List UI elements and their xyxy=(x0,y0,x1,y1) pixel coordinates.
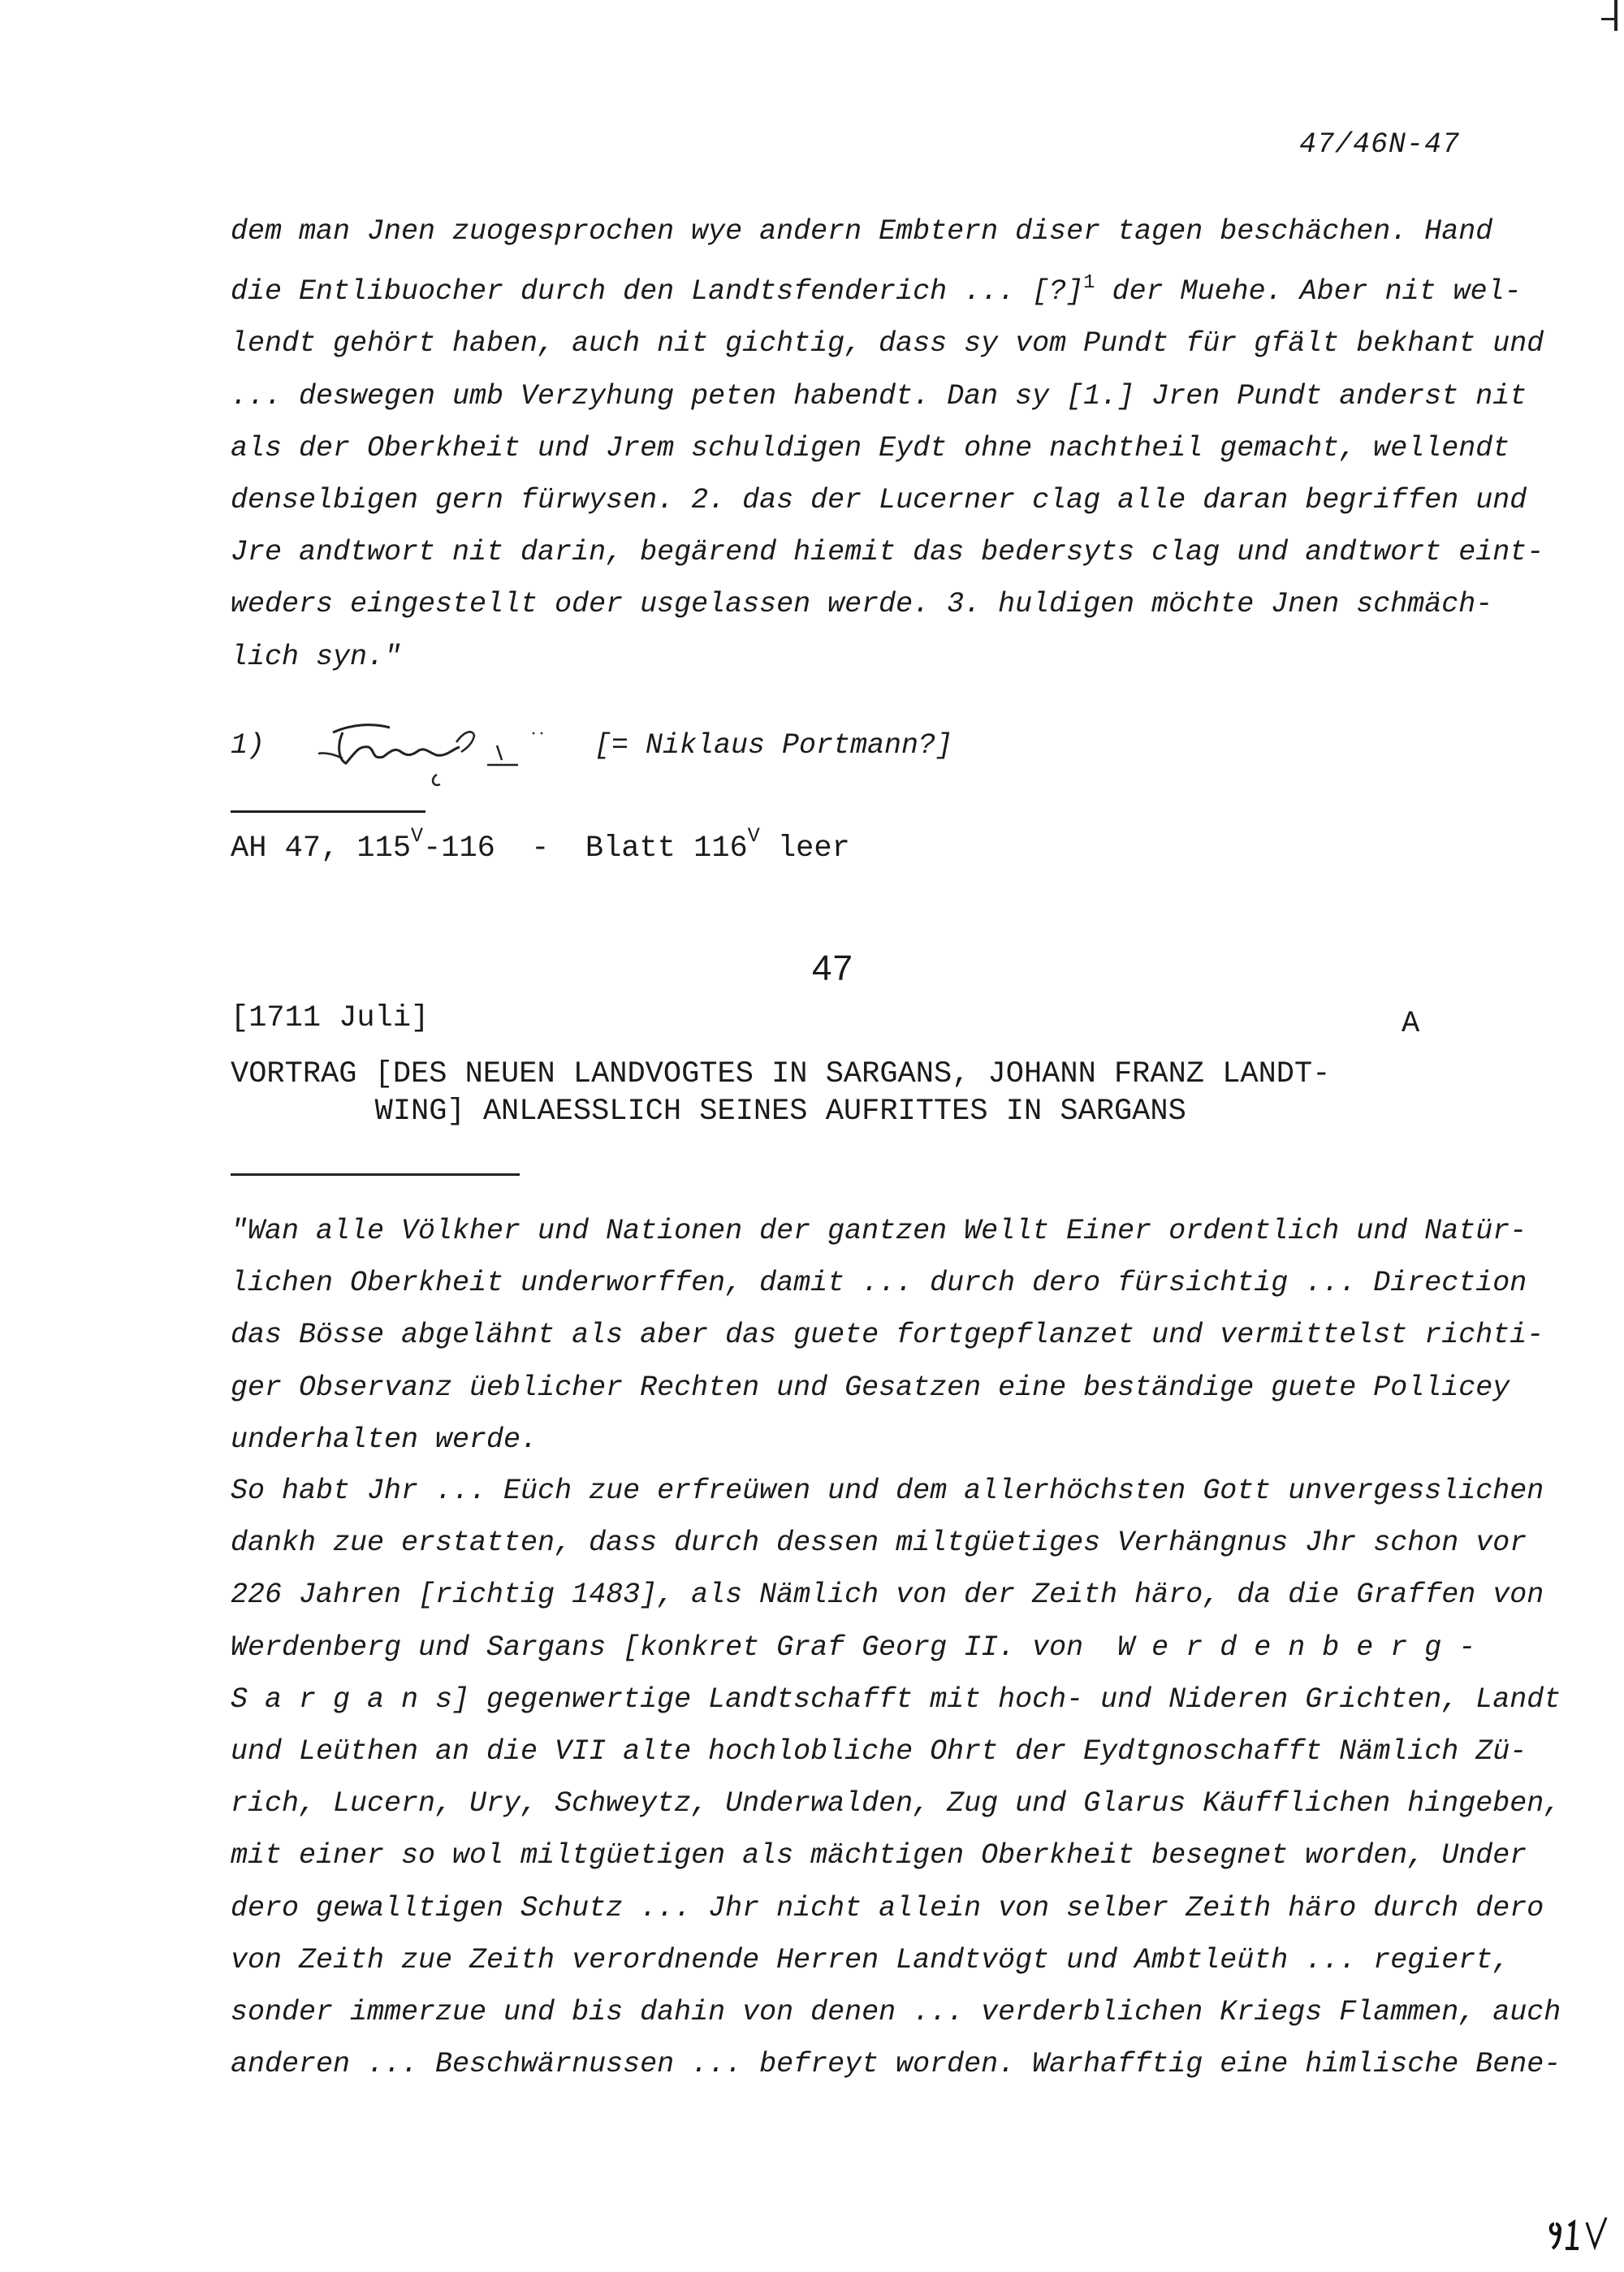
verso-mark: V xyxy=(747,824,760,848)
footnote xyxy=(231,715,1481,796)
page-reference: 47/46N-47 xyxy=(1299,128,1461,161)
text-line: lendt gehört haben, auch nit gichtig, dass sy vom Pundt für gfält bekhant und xyxy=(231,327,1544,361)
text-line: und Leüthen an die VII alte hochlobliche Ohrt der Eydtgnoschafft Nämlich Zü- xyxy=(231,1735,1527,1769)
text-line: rich, Lucern, Ury, Schweytz, Underwalden, Zug und Glarus Käufflichen hingeben, xyxy=(231,1787,1561,1821)
text-line: mit einer so wol miltgüetigen als mächtigen Oberkheit besegnet worden, Under xyxy=(231,1839,1527,1872)
page-corner-tick xyxy=(1601,18,1618,20)
document-title xyxy=(231,1056,1330,1130)
text-line: dero gewalltigen Schutz ... Jhr nicht allein von selber Zeith häro durch dero xyxy=(231,1891,1544,1924)
text-line: lichen Oberkheit underworffen, damit ... durch dero fürsichtig ... Direction xyxy=(231,1267,1527,1300)
title-line: WING] ANLAESSLICH SEINES AUFRITTES IN SARGANS xyxy=(231,1095,1186,1129)
text-line: "Wan alle Völkher und Nationen der gantzen Wellt Einer ordentlich und Natür- xyxy=(231,1215,1527,1247)
text-line: weders eingestellt oder usgelassen werde. 3. huldigen möchte Jnen schmäch- xyxy=(231,588,1493,621)
page-corner-mark xyxy=(1614,0,1618,31)
text-line: anderen ... Beschwärnussen ... befreyt worden. Warhafftig eine himlische Bene- xyxy=(231,2048,1561,2081)
source-suffix: leer xyxy=(759,831,850,866)
text-line: Jre andtwort nit darin, begärend hiemit das bedersyts clag und andtwort eint- xyxy=(231,536,1544,569)
footnote-number: 1) xyxy=(231,729,266,762)
source-reference xyxy=(231,824,850,866)
footnote-divider xyxy=(231,810,425,813)
text-line: So habt Jhr ... Eüch zue erfreüwen und dem allerhöchsten Gott unvergesslichen xyxy=(231,1475,1544,1507)
folio-stamp xyxy=(1546,2213,1614,2253)
footnote-note: [= Niklaus Portmann?] xyxy=(594,729,953,762)
title-divider xyxy=(231,1173,520,1176)
title-line: VORTRAG [DES NEUEN LANDVOGTES IN SARGANS, JOHANN FRANZ LANDT- xyxy=(231,1057,1331,1091)
footnote-marker: 1 xyxy=(1083,272,1095,295)
text-line: lich syn." xyxy=(231,640,402,673)
speech-paragraph-1 xyxy=(231,1205,1544,1466)
document-letter: A xyxy=(1402,1007,1420,1041)
speech-paragraph-2 xyxy=(231,1465,1561,2090)
verso-mark: V xyxy=(411,824,424,848)
document-number: 47 xyxy=(812,948,853,988)
handwritten-signature xyxy=(294,715,562,796)
text-line: Werdenberg und Sargans [konkret Graf Georg II. von W e r d e n b e r g - xyxy=(231,1631,1476,1664)
quoted-paragraph-continued xyxy=(231,205,1544,683)
text-line: S a r g a n s] gegenwertige Landtschafft mit hoch- und Nideren Grichten, Landt xyxy=(231,1682,1561,1716)
document-date: [1711 Juli] xyxy=(231,1001,430,1035)
text-line: dankh zue erstatten, dass durch dessen miltgüetiges Verhängnus Jhr schon vor xyxy=(231,1527,1527,1560)
text-segment: die Entlibuocher durch den Landtsfenderich ... [?] xyxy=(231,275,1084,309)
text-line: 226 Jahren [richtig 1483], als Nämlich von der Zeith häro, da die Graffen von xyxy=(231,1579,1544,1612)
text-line-with-footnote xyxy=(231,257,1522,317)
text-line: sonder immerzue und bis dahin von denen ... verderblichen Kriegs Flammen, auch xyxy=(231,1996,1561,2029)
source-middle: -116 - Blatt 116 xyxy=(423,831,748,866)
text-line: denselbigen gern fürwysen. 2. das der Lucerner clag alle daran begriffen und xyxy=(231,484,1527,517)
text-line: ... deswegen umb Verzyhung peten habendt. Dan sy [1.] Jren Pundt anderst nit xyxy=(231,379,1527,413)
text-segment: der Muehe. Aber nit wel- xyxy=(1095,275,1522,309)
text-line: als der Oberkheit und Jrem schuldigen Eydt ohne nachtheil gemacht, wellendt xyxy=(231,431,1510,464)
source-prefix: AH 47, 115 xyxy=(231,831,412,866)
text-line: dem man Jnen zuogesprochen wye andern Embtern diser tagen beschächen. Hand xyxy=(231,215,1493,248)
text-line: das Bösse abgelähnt als aber das guete fortgepflanzet und vermittelst richti- xyxy=(231,1319,1544,1352)
text-line: ger Observanz üeblicher Rechten und Gesatzen eine beständige guete Pollicey xyxy=(231,1371,1510,1404)
text-line: von Zeith zue Zeith verordnende Herren Landtvögt und Ambtleüth ... regiert, xyxy=(231,1943,1510,1976)
text-line: underhalten werde. xyxy=(231,1423,538,1456)
